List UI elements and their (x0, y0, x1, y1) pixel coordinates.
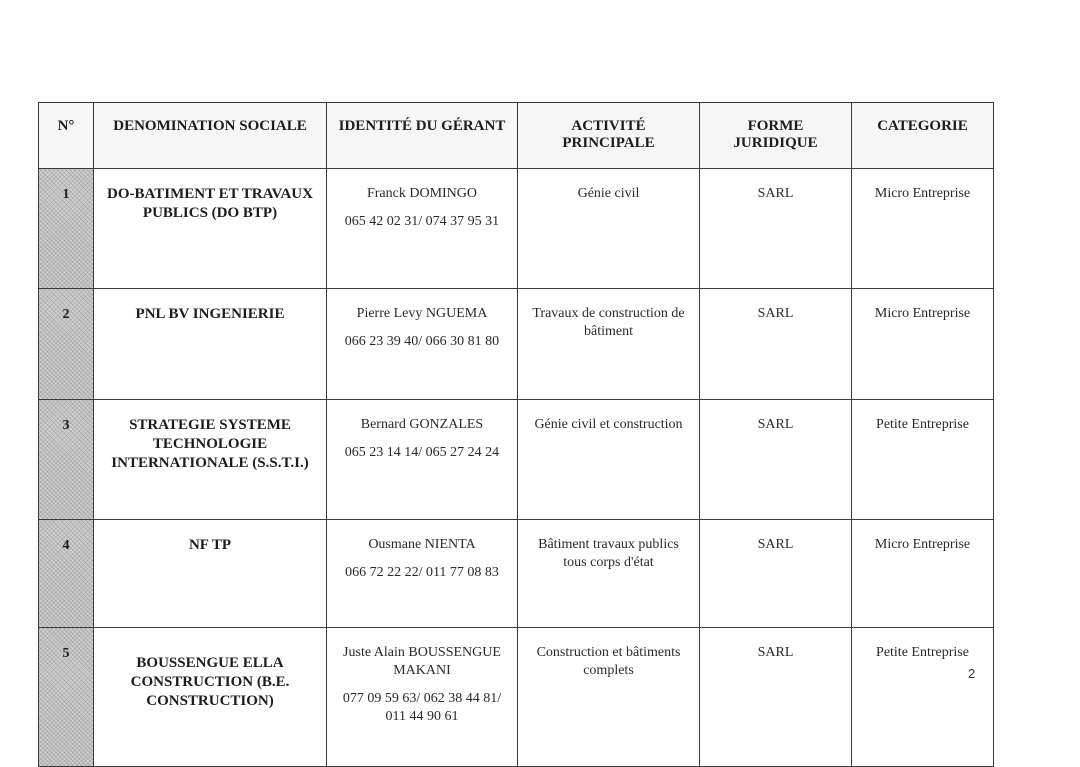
table-row (39, 400, 994, 520)
manager-cell (327, 628, 518, 767)
category: Micro Entreprise (852, 289, 994, 400)
page-number: 2 (968, 666, 976, 681)
category: Petite Entreprise (852, 400, 994, 520)
manager-name: Juste Alain BOUSSENGUE MAKANI (343, 645, 501, 678)
row-number: 4 (39, 520, 94, 628)
table-row (39, 289, 994, 400)
activity: Bâtiment travaux publics tous corps d'état (518, 520, 700, 628)
row-number: 5 (39, 628, 94, 767)
category: Petite Entreprise (852, 628, 994, 767)
activity: Génie civil (518, 169, 700, 289)
category: Micro Entreprise (852, 169, 994, 289)
manager-phone: 065 42 02 31/ 074 37 95 31 (344, 214, 500, 229)
table-header-row (39, 103, 994, 169)
manager-phone: 066 23 39 40/ 066 30 81 80 (344, 334, 500, 349)
header-form: FORME JURIDIQUE (700, 103, 852, 169)
table-row (39, 169, 994, 289)
manager-cell (327, 289, 518, 400)
table-row (39, 628, 994, 767)
manager-name: Ousmane NIENTA (368, 537, 476, 552)
manager-cell (327, 520, 518, 628)
row-number: 3 (39, 400, 94, 520)
company-name: PNL BV INGENIERIE (94, 289, 327, 400)
manager-name: Pierre Levy NGUEMA (356, 306, 488, 321)
category: Micro Entreprise (852, 520, 994, 628)
legal-form: SARL (700, 520, 852, 628)
manager-cell (327, 169, 518, 289)
header-manager: IDENTITÉ DU GÉRANT (327, 103, 518, 169)
header-category: CATEGORIE (852, 103, 994, 169)
header-name: DENOMINATION SOCIALE (94, 103, 327, 169)
legal-form: SARL (700, 289, 852, 400)
activity: Travaux de construction de bâtiment (518, 289, 700, 400)
manager-phone: 077 09 59 63/ 062 38 44 81/ 011 44 90 61 (342, 691, 502, 724)
header-activity: ACTIVITÉ PRINCIPALE (518, 103, 700, 169)
company-name: DO-BATIMENT ET TRAVAUX PUBLICS (DO BTP) (94, 169, 327, 289)
company-name: STRATEGIE SYSTEME TECHNOLOGIE INTERNATIONALE (S.S.T.I.) (94, 400, 327, 520)
manager-phone: 065 23 14 14/ 065 27 24 24 (344, 445, 500, 460)
manager-phone: 066 72 22 22/ 011 77 08 83 (345, 565, 499, 580)
row-number: 2 (39, 289, 94, 400)
legal-form: SARL (700, 169, 852, 289)
companies-table (38, 102, 994, 767)
company-name: BOUSSENGUE ELLA CONSTRUCTION (B.E. CONSTRUCTION) (94, 628, 327, 767)
activity: Génie civil et construction (518, 400, 700, 520)
activity: Construction et bâtiments complets (518, 628, 700, 767)
manager-cell (327, 400, 518, 520)
table-row (39, 520, 994, 628)
manager-name: Franck DOMINGO (366, 186, 478, 201)
manager-name: Bernard GONZALES (360, 417, 484, 432)
legal-form: SARL (700, 628, 852, 767)
row-number: 1 (39, 169, 94, 289)
legal-form: SARL (700, 400, 852, 520)
header-num: N° (39, 103, 94, 169)
company-name: NF TP (94, 520, 327, 628)
